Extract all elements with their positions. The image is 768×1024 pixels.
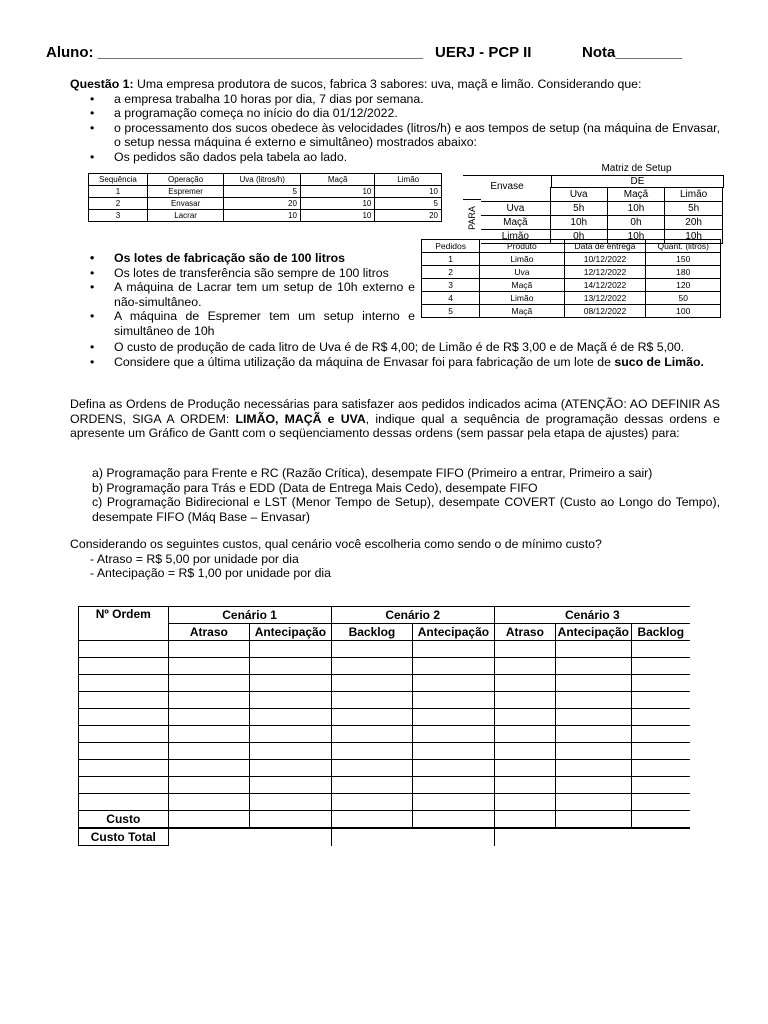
input-cell[interactable] (168, 794, 250, 811)
input-cell[interactable] (413, 794, 495, 811)
input-cell[interactable] (413, 777, 495, 794)
table-cell: Maçã (480, 305, 564, 318)
table-cell: Envasar (147, 198, 224, 210)
input-cell[interactable] (556, 641, 631, 658)
define-paragraph (70, 397, 720, 441)
costs-block (70, 537, 720, 581)
blank-cell (481, 188, 550, 202)
input-cell[interactable] (250, 811, 332, 829)
question-intro-text: Uma empresa produtora de sucos, fabrica 3 sabores: uva, maçã e limão. Considerando que: (133, 77, 642, 91)
table-row (79, 692, 691, 709)
input-cell[interactable] (250, 709, 332, 726)
table-subheader-row (79, 624, 691, 641)
setup-value: 10h (550, 216, 607, 230)
last-bullet-bold: suco de Limão. (614, 354, 704, 369)
input-cell[interactable] (631, 709, 690, 726)
define-text-1: Defina as Ordens de Produção necessárias para satisfazer aos pedidos indicados acima (ATENÇÃO: AO DEFINIR AS ORDENS, SIGA A ORDEM: (70, 397, 720, 426)
item-a: a) Programação para Frente e RC (Razão Crítica), desempate FIFO (Primeiro a entrar, Primeiro a sair) (92, 466, 653, 480)
table-cell: Uva (480, 266, 564, 279)
input-cell[interactable] (494, 658, 555, 675)
list-item: • A máquina de Espremer tem um setup interno e simultâneo de 10h (70, 309, 415, 338)
table-header-cell: Operação (147, 174, 224, 186)
table-header-cell: Quant. (litros) (646, 240, 721, 253)
input-cell[interactable] (168, 675, 250, 692)
input-cell[interactable] (556, 794, 631, 811)
table-header-row (79, 607, 691, 624)
input-cell[interactable] (168, 658, 250, 675)
input-cell[interactable] (413, 726, 495, 743)
input-cell[interactable] (331, 760, 413, 777)
de-label: DE (551, 175, 724, 188)
input-cell[interactable] (331, 692, 413, 709)
input-cell[interactable] (413, 675, 495, 692)
table-row (89, 198, 442, 210)
grade-line: Nota________ (582, 44, 683, 61)
input-cell[interactable] (331, 743, 413, 760)
table-header-cell: Maçã (300, 174, 374, 186)
setup-value: 0h (607, 216, 665, 230)
table-row (422, 266, 721, 279)
input-cell[interactable] (413, 811, 495, 829)
table-cell: 10/12/2022 (564, 253, 646, 266)
student-name-line: Aluno: _______________________________________ (46, 44, 423, 61)
input-cell[interactable] (331, 641, 413, 658)
input-cell[interactable] (556, 743, 631, 760)
cenario3-header: Cenário 3 (494, 607, 690, 624)
table-cell: 10 (224, 210, 301, 222)
table-row (79, 760, 691, 777)
input-cell[interactable] (556, 709, 631, 726)
list-item: • Os pedidos são dados pela tabela ao lado. (70, 150, 720, 165)
input-cell[interactable] (79, 726, 169, 743)
table-row (422, 292, 721, 305)
define-text-2: , indique qual a sequência de programação dessas ordens e apresente um Gráfico de Gantt com o seqüenciamento dessas ordens (sem passar pela etapa de ajustes) para: (70, 411, 720, 440)
ordem-header: Nº Ordem (79, 607, 169, 641)
input-cell[interactable] (556, 760, 631, 777)
setup-matrix (463, 163, 722, 242)
col-label: Limão (665, 188, 723, 202)
table-cell: 14/12/2022 (564, 279, 646, 292)
input-cell[interactable] (494, 811, 555, 829)
table-row (79, 794, 691, 811)
table-cell: 1 (422, 253, 480, 266)
cost-atraso: - Atraso = R$ 5,00 por unidade por dia (90, 551, 299, 566)
input-cell[interactable] (413, 658, 495, 675)
table-header-row (89, 174, 442, 186)
table-header-cell: Pedidos (422, 240, 480, 253)
input-cell[interactable] (79, 743, 169, 760)
input-cell[interactable] (494, 675, 555, 692)
item-b: b) Programação para Trás e EDD (Data de Entrega Mais Cedo), desempate FIFO (92, 480, 538, 495)
table-header-cell: Produto (480, 240, 564, 253)
input-cell[interactable] (631, 794, 690, 811)
input-cell[interactable] (250, 760, 332, 777)
table-row (89, 210, 442, 222)
list-item: • Os lotes de fabricação são de 100 litros (70, 251, 415, 266)
table-cell: 5 (422, 305, 480, 318)
list-item: • A máquina de Lacrar tem um setup de 10h externo e não-simultâneo. (70, 280, 415, 309)
input-cell[interactable] (79, 760, 169, 777)
list-item: • a programação começa no início do dia 01/12/2022. (70, 106, 720, 121)
input-cell[interactable] (413, 760, 495, 777)
custo-total-c2[interactable] (331, 828, 494, 846)
table-cell: 1 (89, 186, 148, 198)
scenario-items (92, 466, 720, 524)
input-cell[interactable] (250, 726, 332, 743)
table-cell: 10 (300, 210, 374, 222)
table-cell: 3 (89, 210, 148, 222)
list-item: • o processamento dos sucos obedece às velocidades (litros/h) e aos tempos de setup (na máquina de Envasar, o setup nessa máquina é externo e simultâneo) mostrados abaixo: (70, 121, 720, 150)
input-cell[interactable] (556, 692, 631, 709)
subheader-cell: Antecipação (413, 624, 495, 641)
input-cell[interactable] (250, 692, 332, 709)
cost-antecipacao: - Antecipação = R$ 1,00 por unidade por dia (90, 566, 331, 580)
question-label: Questão 1: (70, 77, 134, 91)
setup-value: 10h (607, 202, 665, 216)
input-cell[interactable] (331, 794, 413, 811)
table-row (422, 279, 721, 292)
table-cell: Limão (480, 292, 564, 305)
input-cell[interactable] (250, 641, 332, 658)
cenario1-header: Cenário 1 (168, 607, 331, 624)
input-cell[interactable] (494, 794, 555, 811)
table-cell: 08/12/2022 (564, 305, 646, 318)
input-cell[interactable] (631, 777, 690, 794)
para-cell (463, 199, 481, 236)
table-cell: Lacrar (147, 210, 224, 222)
input-cell[interactable] (494, 760, 555, 777)
item-c: c) Programação Bidirecional e LST (Menor Tempo de Setup), desempate COVERT (Custo ao Longo do Tempo), desempate FIFO (Máq Base – Envasar) (92, 495, 720, 524)
table-header-cell: Uva (litros/h) (224, 174, 301, 186)
subheader-cell: Antecipação (556, 624, 631, 641)
input-cell[interactable] (331, 777, 413, 794)
input-cell[interactable] (168, 777, 250, 794)
list-item: • Os lotes de transferência são sempre de 100 litros (70, 266, 415, 281)
input-cell[interactable] (631, 692, 690, 709)
table-cell: Limão (480, 253, 564, 266)
table-header-cell: Limão (375, 174, 442, 186)
table-row (79, 743, 691, 760)
table-cell: 20 (224, 198, 301, 210)
input-cell[interactable] (79, 692, 169, 709)
orders-table (421, 239, 721, 318)
table-row (79, 709, 691, 726)
setup-value: 5h (665, 202, 723, 216)
input-cell[interactable] (631, 760, 690, 777)
table-row (79, 726, 691, 743)
row-label: Uva (481, 202, 550, 216)
input-cell[interactable] (250, 675, 332, 692)
input-cell[interactable] (331, 709, 413, 726)
table-row (79, 641, 691, 658)
table-row (422, 305, 721, 318)
input-cell[interactable] (556, 658, 631, 675)
input-cell[interactable] (250, 794, 332, 811)
setup-value: 5h (550, 202, 607, 216)
input-cell[interactable] (250, 658, 332, 675)
table-cell: Maçã (480, 279, 564, 292)
table-header-cell: Sequência (89, 174, 148, 186)
table-row (79, 675, 691, 692)
input-cell[interactable] (79, 777, 169, 794)
setup-matrix-title: Matriz de Setup (601, 163, 672, 174)
setup-value: 20h (665, 216, 723, 230)
list-item (70, 355, 720, 370)
input-cell[interactable] (413, 743, 495, 760)
table-cell: 20 (375, 210, 442, 222)
input-cell[interactable] (494, 641, 555, 658)
input-cell[interactable] (631, 675, 690, 692)
table-cell: 2 (89, 198, 148, 210)
custo-total-c3[interactable] (494, 828, 690, 846)
table-cell: 50 (646, 292, 721, 305)
para-label: PARA (467, 206, 477, 230)
input-cell[interactable] (168, 641, 250, 658)
input-cell[interactable] (631, 641, 690, 658)
list-item: • O custo de produção de cada litro de Uva é de R$ 4,00; de Limão é de R$ 3,00 e de Maçã é de R$ 5,00. (70, 340, 720, 355)
input-cell[interactable] (79, 641, 169, 658)
table-cell: 12/12/2022 (564, 266, 646, 279)
custo-row (79, 811, 691, 829)
table-row (79, 777, 691, 794)
custo-total-c1[interactable] (168, 828, 331, 846)
input-cell[interactable] (331, 658, 413, 675)
input-cell[interactable] (79, 794, 169, 811)
col-label: Maçã (607, 188, 665, 202)
scenario-table (78, 606, 690, 846)
input-cell[interactable] (413, 641, 495, 658)
input-cell[interactable] (331, 726, 413, 743)
input-cell[interactable] (331, 675, 413, 692)
input-cell[interactable] (494, 726, 555, 743)
cenario2-header: Cenário 2 (331, 607, 494, 624)
course-title: UERJ - PCP II (435, 44, 532, 61)
input-cell[interactable] (494, 743, 555, 760)
setup-value: 0h (550, 230, 607, 244)
input-cell[interactable] (556, 726, 631, 743)
table-cell: 10 (375, 186, 442, 198)
input-cell[interactable] (556, 811, 631, 829)
table-cell: Espremer (147, 186, 224, 198)
subheader-cell: Antecipação (250, 624, 332, 641)
table-cell: 120 (646, 279, 721, 292)
input-cell[interactable] (168, 743, 250, 760)
setup-value: 10h (665, 230, 723, 244)
input-cell[interactable] (168, 692, 250, 709)
input-cell[interactable] (168, 726, 250, 743)
input-cell[interactable] (168, 760, 250, 777)
table-header-row (422, 240, 721, 253)
custo-total-row (79, 828, 691, 846)
custo-total-label: Custo Total (79, 828, 169, 846)
input-cell[interactable] (556, 675, 631, 692)
table-cell: 150 (646, 253, 721, 266)
input-cell[interactable] (631, 658, 690, 675)
table-cell: 180 (646, 266, 721, 279)
input-cell[interactable] (494, 777, 555, 794)
row-label: Maçã (481, 216, 550, 230)
table-cell: 13/12/2022 (564, 292, 646, 305)
input-cell[interactable] (631, 811, 690, 829)
input-cell[interactable] (250, 777, 332, 794)
table-row (89, 186, 442, 198)
input-cell[interactable] (79, 658, 169, 675)
table-row (422, 253, 721, 266)
cost-rules (70, 340, 720, 369)
table-header-cell: Data de entrega (564, 240, 646, 253)
costs-intro: Considerando os seguintes custos, qual cenário você escolheria como sendo o de mínimo custo? (70, 537, 602, 551)
row-label: Limão (481, 230, 550, 244)
table-cell: 10 (300, 186, 374, 198)
envase-label: Envase (463, 175, 551, 200)
subheader-cell: Atraso (494, 624, 555, 641)
define-bold: LIMÃO, MAÇÃ e UVA (235, 411, 366, 426)
input-cell[interactable] (79, 709, 169, 726)
input-cell[interactable] (168, 811, 250, 829)
setup-grid (481, 187, 723, 244)
last-bullet-text: Considere que a última utilização da máquina de Envasar foi para fabricação de um lote de (114, 354, 615, 369)
setup-value: 10h (607, 230, 665, 244)
table-cell: 5 (224, 186, 301, 198)
input-cell[interactable] (631, 726, 690, 743)
table-cell: 5 (375, 198, 442, 210)
input-cell[interactable] (494, 709, 555, 726)
page-header (46, 44, 728, 64)
input-cell[interactable] (79, 675, 169, 692)
input-cell[interactable] (331, 811, 413, 829)
speed-table (88, 173, 442, 222)
input-cell[interactable] (556, 777, 631, 794)
input-cell[interactable] (413, 692, 495, 709)
input-cell[interactable] (168, 709, 250, 726)
subheader-cell: Backlog (631, 624, 690, 641)
list-item: • a empresa trabalha 10 horas por dia, 7 dias por semana. (70, 92, 720, 107)
subheader-cell: Atraso (168, 624, 250, 641)
table-cell: 100 (646, 305, 721, 318)
table-cell: 4 (422, 292, 480, 305)
table-cell: 10 (300, 198, 374, 210)
table-row (79, 658, 691, 675)
input-cell[interactable] (494, 692, 555, 709)
table-cell: 3 (422, 279, 480, 292)
table-cell: 2 (422, 266, 480, 279)
subheader-cell: Backlog (331, 624, 413, 641)
col-label: Uva (550, 188, 607, 202)
custo-label: Custo (79, 811, 169, 829)
lot-rules (70, 251, 415, 338)
input-cell[interactable] (631, 743, 690, 760)
input-cell[interactable] (250, 743, 332, 760)
question-intro (70, 77, 720, 164)
input-cell[interactable] (413, 709, 495, 726)
